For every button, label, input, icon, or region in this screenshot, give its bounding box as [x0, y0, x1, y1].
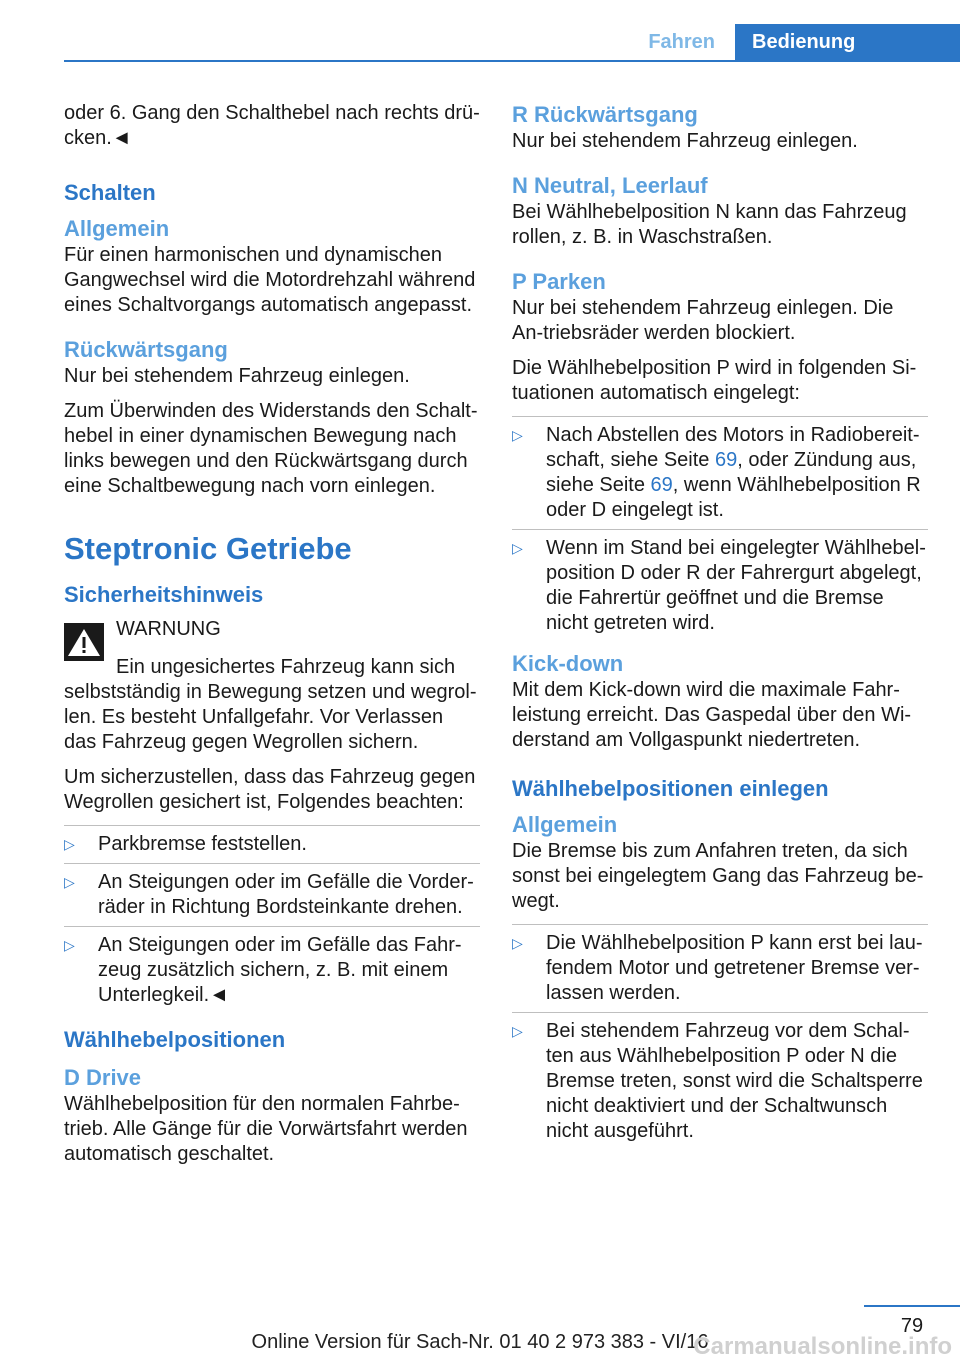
bullet-triangle-icon: ▷: [64, 874, 75, 890]
watermark: Carmanualsonline.info: [693, 1333, 952, 1360]
bullet-triangle-icon: ▷: [512, 935, 523, 951]
header-tabs: [619, 24, 960, 62]
drive-text: Wählhebelposition für den normalen Fahrbe-trieb. Alle Gänge für die Vorwärtsfahrt werden automatisch geschaltet.: [64, 1093, 468, 1165]
heading-allgemein-right: Allgemein: [512, 812, 618, 837]
right-column: [512, 101, 928, 1154]
left-column: [64, 101, 480, 1177]
list-item: ▷ Die Wählhebelposition P kann erst bei lau-fendem Motor und getretener Bremse ver-lassen werden.: [512, 924, 928, 1006]
warning-title: WARNUNG: [116, 618, 221, 640]
intro-text: oder 6. Gang den Schalthebel nach rechts drü-cken.◄: [64, 102, 480, 149]
list-item: ▷ An Steigungen oder im Gefälle die Vorder-räder in Richtung Bordsteinkante drehen.: [64, 863, 480, 920]
rueck-text-1: Nur bei stehendem Fahrzeug einlegen.: [64, 365, 410, 387]
kickdown-text: Mit dem Kick-down wird die maximale Fahr-leistung erreicht. Das Gaspedal über den Wi-derstand am Vollgaspunkt niedertreten.: [512, 679, 912, 751]
allgemein-text: Für einen harmonischen und dynamischen Gangwechsel wird die Motordrehzahl während eines Schaltvorgangs automatisch angepasst.: [64, 244, 476, 316]
heading-allgemein: Allgemein: [64, 216, 170, 241]
bullet-triangle-icon: ▷: [64, 937, 75, 953]
footer-text: Online Version für Sach-Nr. 01 40 2 973 383 - VI/16: [251, 1331, 709, 1353]
heading-n: N Neutral, Leerlauf: [512, 173, 708, 198]
heading-rueckwaertsgang: Rückwärtsgang: [64, 337, 228, 362]
allgemein-right-text: Die Bremse bis zum Anfahren treten, da sich sonst bei eingelegtem Gang das Fahrzeug be-wegt.: [512, 840, 924, 912]
list-item: ▷ An Steigungen oder im Gefälle das Fahr-zeug zusätzlich sichern, z. B. mit einem Unterlegkeil.◄: [64, 926, 480, 1008]
list-item: ▷ Wenn im Stand bei eingelegter Wählhebel-position D oder R der Fahrergurt abgelegt, die Fahrertür geöffnet und die Bremse nicht getreten wird.: [512, 529, 928, 636]
page-number: 79: [900, 1315, 924, 1337]
rueck-text-2: Zum Überwinden des Widerstands den Schalt-hebel in einer dynamischen Bewegung nach links bewegen und den Rückwärtsgang durch eine Schaltbewegung nach vorn einlegen.: [64, 400, 478, 497]
heading-schalten: Schalten: [64, 180, 156, 205]
heading-r: R Rückwärtsgang: [512, 102, 698, 127]
heading-steptronic: Steptronic Getriebe: [64, 531, 352, 566]
heading-drive: D Drive: [64, 1065, 142, 1090]
list-item: ▷ Parkbremse feststellen.: [64, 825, 480, 857]
list-item: ▷ Bei stehendem Fahrzeug vor dem Schal-ten aus Wählhebelposition P oder N die Bremse treten, sonst wird die Schaltsperre nicht deaktiviert und der Schaltwunsch nicht ausgeführt.: [512, 1012, 928, 1144]
heading-waehlhebelpositionen: Wählhebelpositionen: [64, 1027, 286, 1052]
tab-bedienung[interactable]: Bedienung: [735, 24, 960, 62]
parking-list: [512, 416, 928, 636]
bullet-triangle-icon: ▷: [512, 540, 523, 556]
page-number-rule: [864, 1305, 960, 1307]
bullet-triangle-icon: ▷: [512, 427, 523, 443]
bullet-triangle-icon: ▷: [64, 836, 75, 852]
p-text-2: Die Wählhebelposition P wird in folgenden Si-tuationen automatisch eingelegt:: [512, 357, 917, 404]
bullet-triangle-icon: ▷: [512, 1023, 523, 1039]
shift-list: [512, 924, 928, 1144]
header-rule: [64, 60, 960, 62]
r-text: Nur bei stehendem Fahrzeug einlegen.: [512, 130, 858, 152]
n-text: Bei Wählhebelposition N kann das Fahrzeug rollen, z. B. in Waschstraßen.: [512, 201, 907, 248]
tab-fahren[interactable]: Fahren: [648, 31, 715, 53]
page-link-69[interactable]: 69: [650, 474, 673, 496]
heading-einlegen: Wählhebelpositionen einlegen: [512, 776, 829, 801]
list-item: ▷ Nach Abstellen des Motors in Radiobereit-schaft, siehe Seite 69, oder Zündung aus, siehe Seite 69, wenn Wählhebelposition R oder D eingelegt ist.: [512, 416, 928, 523]
warning-text: Ein ungesichertes Fahrzeug kann sich selbstständig in Bewegung setzen und wegrol-len. Es besteht Unfallgefahr. Vor Verlassen das Fahrzeug gegen Wegrollen sichern.: [64, 656, 477, 753]
warning-followup: Um sicherzustellen, dass das Fahrzeug gegen Wegrollen gesichert ist, Folgendes beachten:: [64, 766, 476, 813]
heading-kickdown: Kick-down: [512, 651, 624, 676]
heading-sicherheitshinweis: Sicherheitshinweis: [64, 582, 264, 607]
p-text-1: Nur bei stehendem Fahrzeug einlegen. Die An-triebsräder werden blockiert.: [512, 297, 894, 344]
heading-p: P Parken: [512, 269, 606, 294]
safety-list: [64, 825, 480, 1008]
page-link-69[interactable]: 69: [714, 449, 738, 471]
warning-icon: [64, 623, 104, 661]
